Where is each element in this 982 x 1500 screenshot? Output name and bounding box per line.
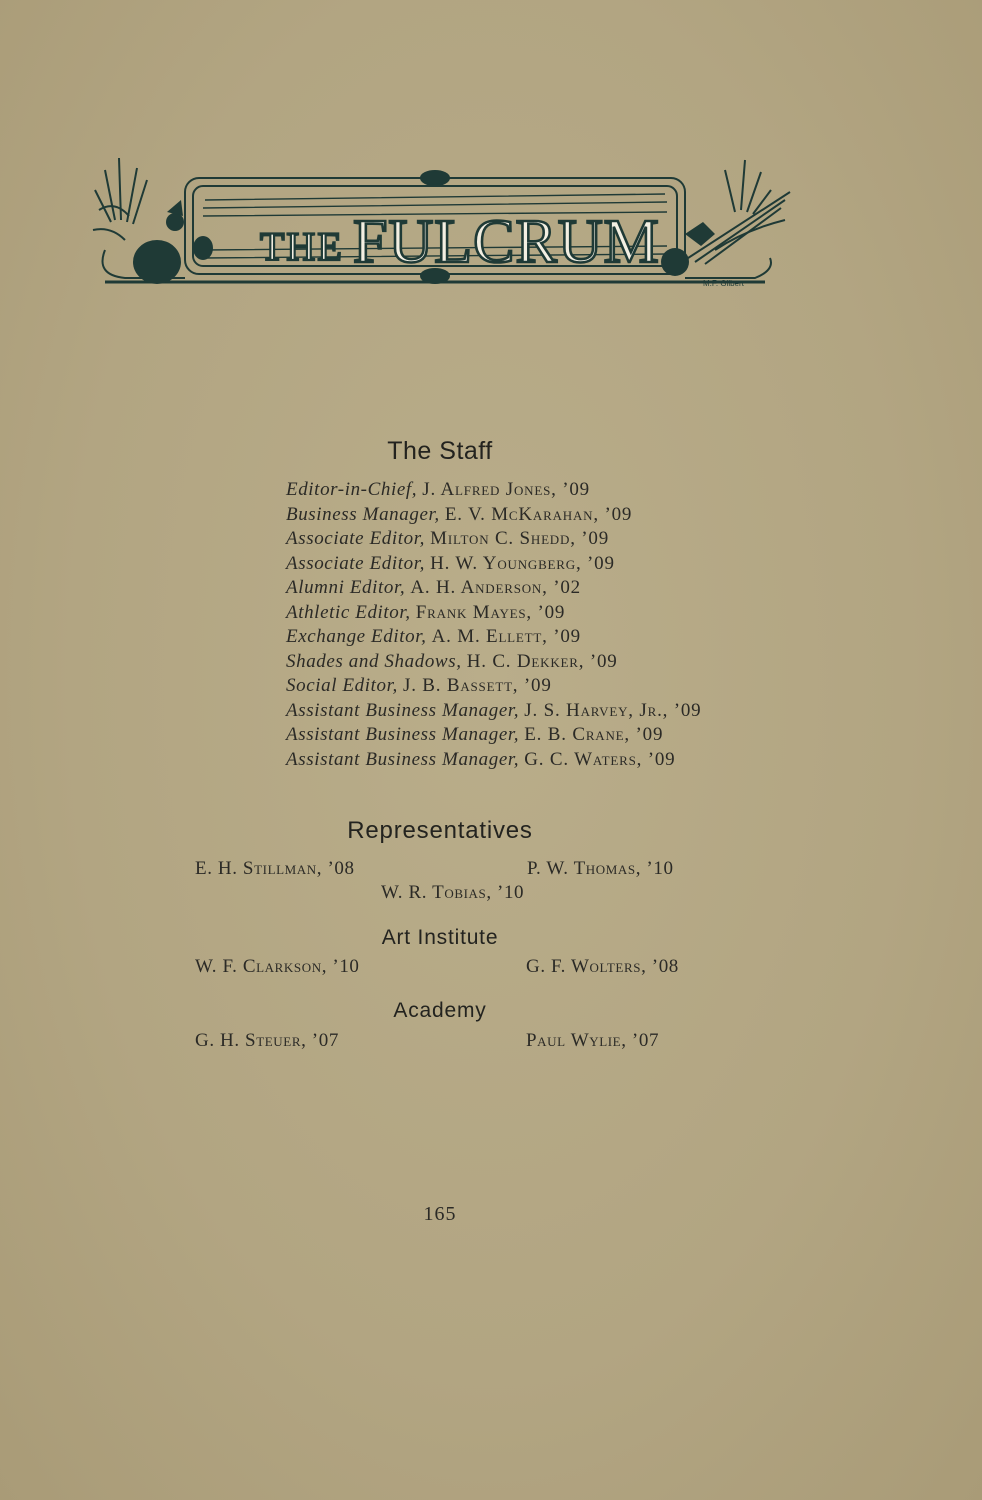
staff-name: J. S. Harvey, Jr., ’09 [524, 699, 702, 721]
fulcrum-banner-illustration [85, 150, 795, 300]
representatives-heading: Representatives [347, 817, 533, 844]
staff-row [286, 503, 701, 528]
staff-list [286, 478, 701, 772]
staff-row [286, 674, 701, 699]
staff-role: Exchange Editor, [286, 626, 427, 647]
representative-left: E. H. Stillman, ’08 [195, 858, 355, 879]
staff-name: Frank Mayes, ’09 [415, 601, 566, 623]
staff-row [286, 601, 701, 626]
staff-name: H. W. Youngberg, ’09 [430, 552, 615, 574]
fulcrum-banner [85, 150, 795, 300]
staff-role: Athletic Editor, [286, 601, 411, 623]
staff-row [286, 478, 701, 503]
staff-row [286, 723, 701, 748]
art-institute-left: W. F. Clarkson, ’10 [195, 956, 360, 977]
staff-heading: The Staff [387, 437, 493, 465]
staff-role: Alumni Editor, [286, 577, 406, 598]
staff-role: Associate Editor, [286, 552, 425, 574]
art-institute-heading: Art Institute [381, 926, 499, 949]
representative-right: P. W. Thomas, ’10 [527, 858, 674, 879]
academy-left: G. H. Steuer, ’07 [195, 1030, 339, 1051]
staff-role: Business Manager, [286, 503, 440, 525]
staff-role: Assistant Business Manager, [286, 724, 520, 745]
banner-title-fulcrum: FULCRUM [353, 208, 660, 276]
staff-name: A. H. Anderson, ’02 [410, 577, 581, 598]
staff-name: H. C. Dekker, ’09 [466, 650, 618, 672]
academy-heading: Academy [393, 999, 487, 1022]
staff-row [286, 527, 701, 552]
staff-name: J. Alfred Jones, ’09 [422, 479, 590, 500]
staff-name: G. C. Waters, ’09 [524, 748, 676, 770]
staff-role: Assistant Business Manager, [286, 699, 520, 721]
staff-name: A. M. Ellett, ’09 [431, 626, 581, 647]
representative-center: W. R. Tobias, ’10 [381, 882, 525, 903]
staff-role: Social Editor, [286, 675, 398, 696]
staff-row [286, 748, 701, 773]
page-number: 165 [423, 1203, 457, 1225]
staff-role: Shades and Shadows, [286, 650, 462, 672]
staff-name: E. V. McKarahan, ’09 [444, 503, 633, 525]
staff-row [286, 650, 701, 675]
staff-row [286, 576, 701, 601]
staff-role: Associate Editor, [286, 528, 425, 549]
staff-role: Assistant Business Manager, [286, 748, 520, 770]
banner-title-the: THE [260, 224, 344, 269]
staff-row [286, 625, 701, 650]
staff-name: J. B. Bassett, ’09 [403, 675, 552, 696]
art-institute-right: G. F. Wolters, ’08 [526, 956, 679, 977]
staff-row [286, 552, 701, 577]
staff-row [286, 699, 701, 724]
staff-name: Milton C. Shedd, ’09 [430, 528, 610, 549]
staff-name: E. B. Crane, ’09 [524, 724, 664, 745]
academy-right: Paul Wylie, ’07 [526, 1030, 660, 1051]
staff-role: Editor-in-Chief, [286, 479, 418, 500]
banner-artist-signature: M.F. Gilbert [703, 279, 744, 288]
